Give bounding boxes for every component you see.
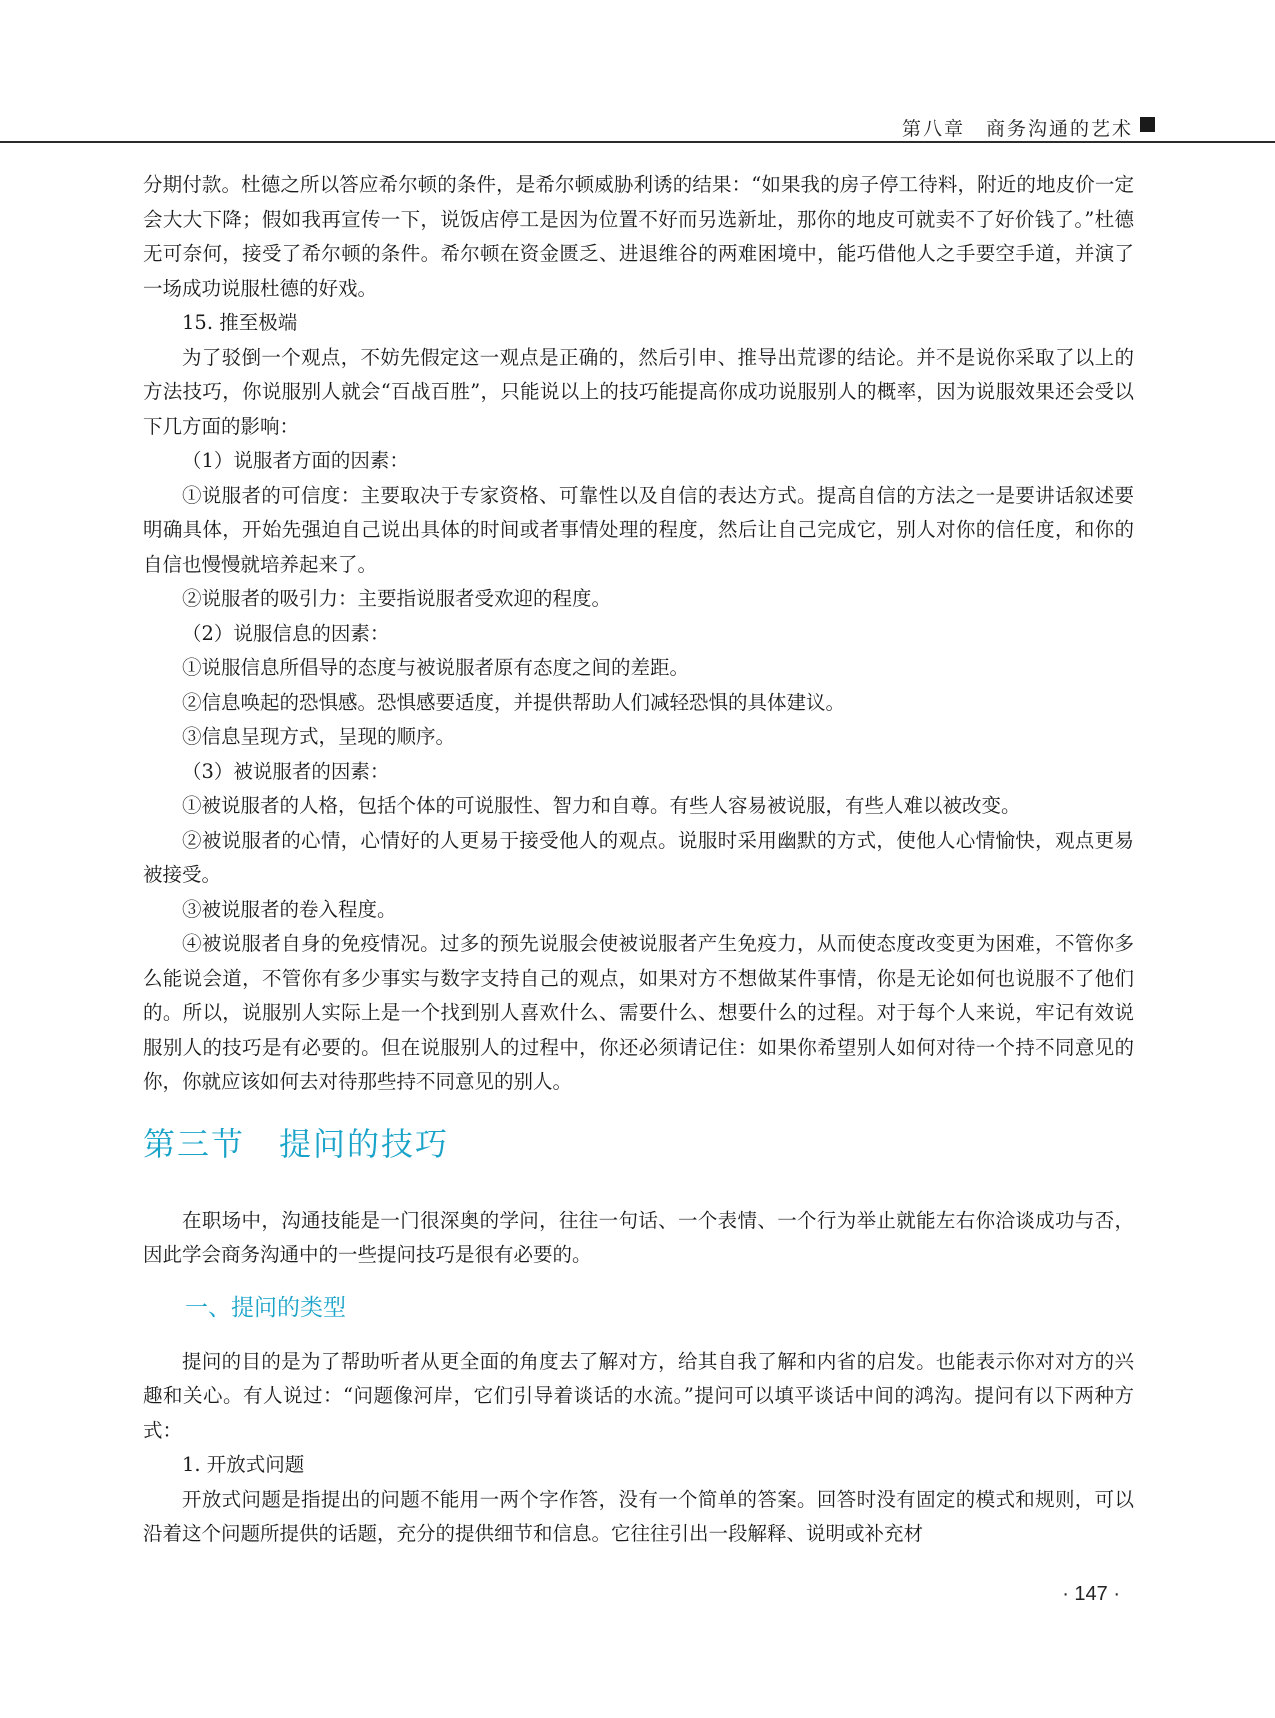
running-head-chapter-title: 第八章 商务沟通的艺术 (901, 118, 1133, 140)
paragraph: ②说服者的吸引力：主要指说服者受欢迎的程度。 (182, 587, 612, 610)
paragraph: ②被说服者的心情，心情好的人更易于接受他人的观点。说服时采用幽默的方式，使他人心情愉快，观点更易被接受。 (143, 828, 1134, 886)
paragraph: 开放式问题是指提出的问题不能用一两个字作答，没有一个简单的答案。回答时没有固定的模式和规则，可以沿着这个问题所提供的话题，充分的提供细节和信息。它往往引出一段解释、说明或补充材 (143, 1487, 1134, 1545)
paragraph: ②信息唤起的恐惧感。恐惧感要适度，并提供帮助人们减轻恐惧的具体建议。 (182, 690, 846, 714)
intro-paragraph: 在职场中，沟通技能是一门很深奥的学问，往往一句话、一个表情、一个行为举止就能左右你洽谈成功与否，因此学会商务沟通中的一些提问技巧是很有必要的。 (143, 1208, 1134, 1266)
square-marker-icon (1140, 117, 1155, 132)
paragraph: ④被说服者自身的免疫情况。过多的预先说服会使被说服者产生免疫力，从而使态度改变更为困难，不管你多么能说会道，不管你有多少事实与数字支持自己的观点，如果对方不想做某件事情，你是无论如何也说服不了他们的。所以，说服别人实际上是一个找到别人喜欢什么、需要什么、想要什么的过程。对于每个人来说，牢记有效说服别人的技巧是有必要的。但在说服别人的过程中，你还必须请记住：如果你希望别人如何对待一个持不同意见的你，你就应该如何去对待那些持不同意见的别人。 (143, 932, 1134, 1093)
list-heading: 15. 推至极端 (182, 311, 298, 334)
factor-heading: （1）说服者方面的因素： (182, 449, 409, 472)
paragraph: ①被说服者的人格，包括个体的可说服性、智力和自尊。有些人容易被说服，有些人难以被改变。 (182, 794, 1021, 817)
paragraph-continued: 分期付款。杜德之所以答应希尔顿的条件，是希尔顿威胁利诱的结果：“如果我的房子停工待料，附近的地皮价一定会大大下降；假如我再宣传一下，说饭店停工是因为位置不好而另选新址，那你的地皮可就卖不了好价钱了。”杜德无可奈何，接受了希尔顿的条件。希尔顿在资金匮乏、进退维谷的两难困境中，能巧借他人之手要空手道，并演了一场成功说服杜德的好戏。 (143, 173, 1134, 300)
section-name: 提问的技巧 (279, 1124, 450, 1163)
page-header (0, 0, 1275, 143)
paragraph: ①说服者的可信度：主要取决于专家资格、可靠性以及自信的表达方式。提高自信的方法之一是要讲话叙述要明确具体，开始先强迫自己说出具体的时间或者事情处理的程度，然后让自己完成它，别人对你的信任度，和你的自信也慢慢就培养起来了。 (143, 483, 1134, 576)
page-body (143, 168, 1134, 1552)
factor-heading: （3）被说服者的因素： (182, 759, 390, 783)
paragraph: ③信息呈现方式，呈现的顺序。 (182, 725, 456, 748)
subsection-title: 一、提问的类型 (185, 1294, 346, 1321)
section-number: 第三节 (143, 1124, 246, 1163)
factor-heading: （2）说服信息的因素： (182, 621, 390, 645)
paragraph: ③被说服者的卷入程度。 (182, 897, 397, 921)
paragraph: ①说服信息所倡导的态度与被说服者原有态度之间的差距。 (182, 656, 690, 679)
section-title (143, 1124, 1134, 1164)
page-number: · 147 · (1062, 1583, 1120, 1605)
list-heading: 1. 开放式问题 (182, 1453, 305, 1476)
paragraph: 为了驳倒一个观点，不妨先假定这一观点是正确的，然后引申、推导出荒谬的结论。并不是说你采取了以上的方法技巧，你说服别人就会“百战百胜”，只能说以上的技巧能提高你成功说服别人的概率，因为说服效果还会受以下几方面的影响： (143, 345, 1134, 438)
paragraph: 提问的目的是为了帮助听者从更全面的角度去了解对方，给其自我了解和内省的启发。也能表示你对对方的兴趣和关心。有人说过：“问题像河岸，它们引导着谈话的水流。”提问可以填平谈话中间的鸿沟。提问有以下两种方式： (143, 1349, 1134, 1442)
